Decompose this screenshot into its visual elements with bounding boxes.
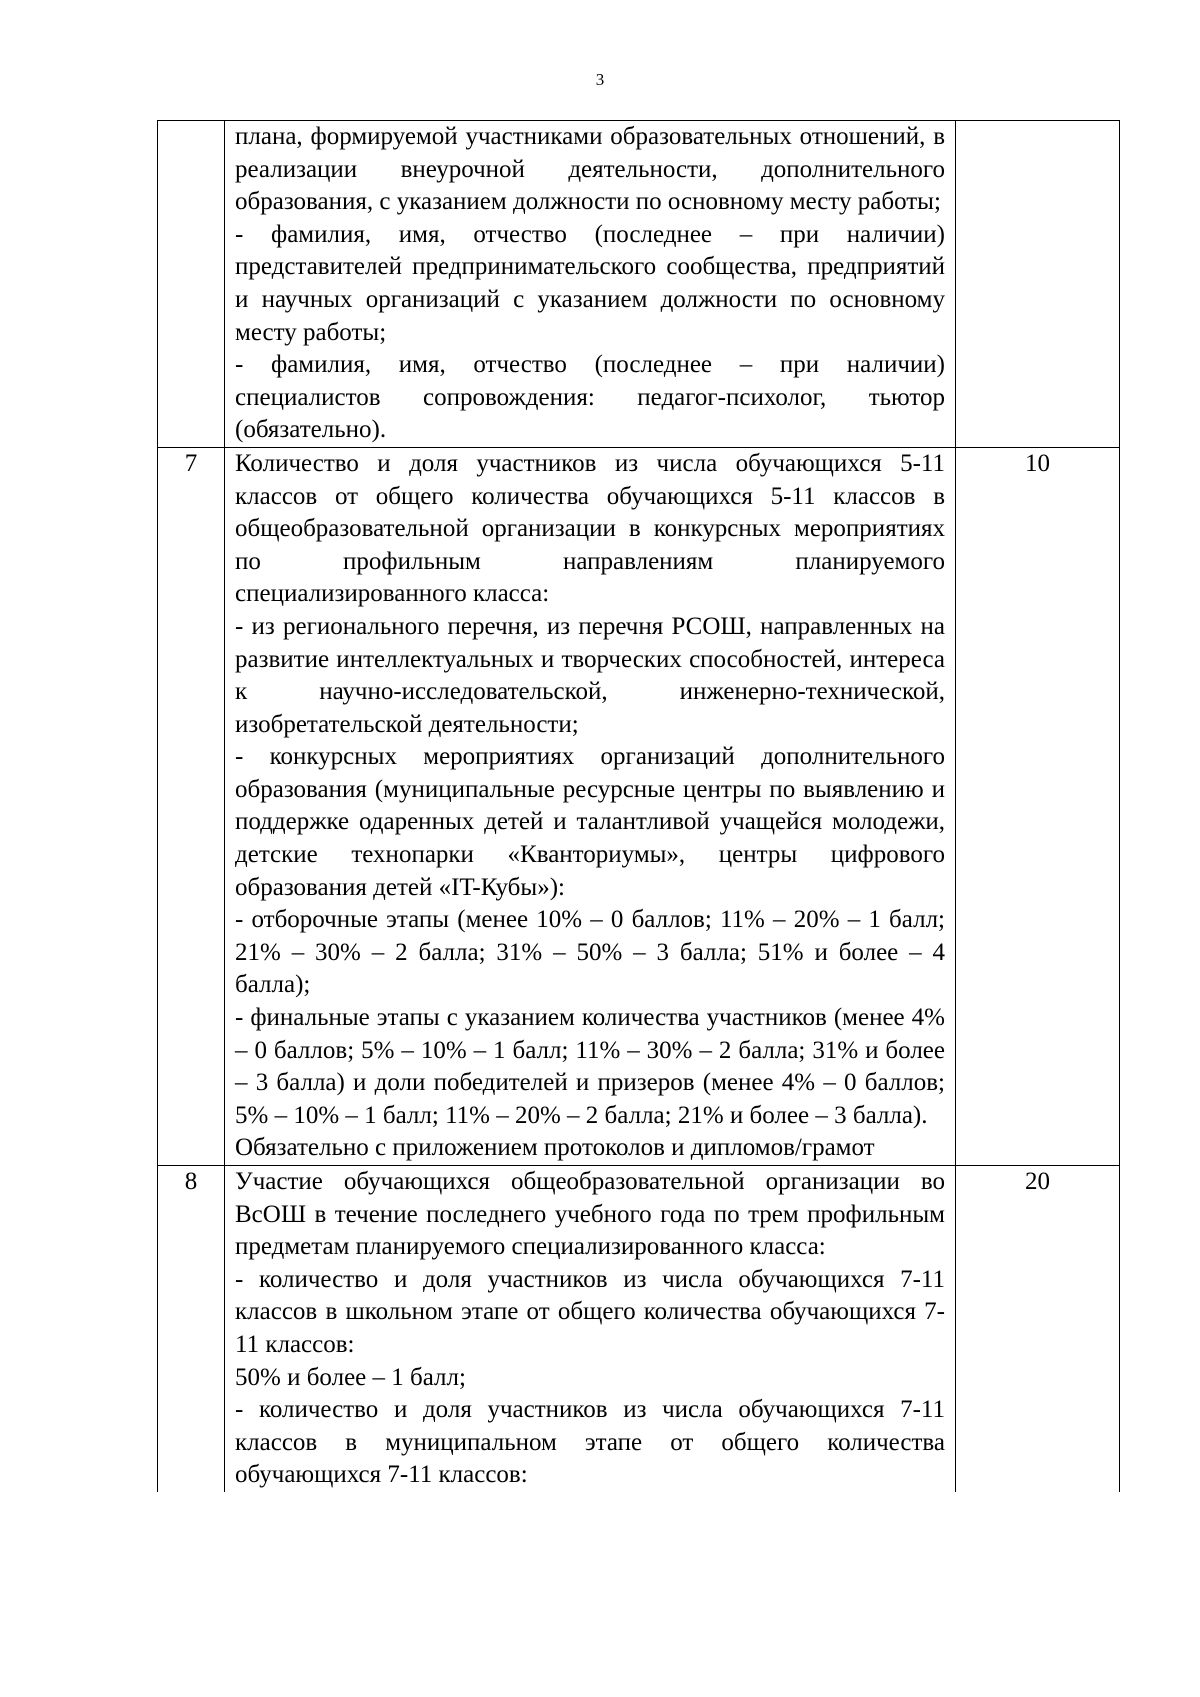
row-number-cell: 8 <box>158 1166 225 1492</box>
criterion-paragraph: - конкурсных мероприятиях организаций дополнительного образования (муниципальные ресурсные центры по выявлению и поддержке одаренных детей и талантливой учащейся молодежи, детские технопарки «Кванториумы», центры цифрового образования детей «IT-Кубы»): <box>235 743 945 901</box>
criterion-paragraph: Участие обучающихся общеобразовательной организации во ВсОШ в течение последнего учебного года по трем профильным предметам планируемого специализированного класса: <box>235 1168 945 1261</box>
criterion-paragraph: - фамилия, имя, отчество (последнее – при наличии) представителей предпринимательского сообщества, предприятий и научных организаций с указанием должности по основному месту работы; <box>235 220 945 346</box>
table-row <box>158 447 1120 1165</box>
criteria-table <box>157 120 1120 1492</box>
criterion-paragraph: Количество и доля участников из числа обучающихся 5-11 классов от общего количества обучающихся 5-11 классов в общеобразовательной организации в конкурсных мероприятиях по профильным направлениям планируемого специализированного класса: <box>235 449 945 608</box>
criterion-paragraph: - количество и доля участников из числа обучающихся 7-11 классов в школьном этапе от общего количества обучающихся 7-11 классов: <box>235 1265 945 1358</box>
page-number: 3 <box>595 70 605 89</box>
max-score-cell: 10 <box>956 447 1120 1165</box>
criterion-paragraph: - количество и доля участников из числа обучающихся 7-11 классов в муниципальном этапе от общего количества обучающихся 7-11 классов: <box>235 1396 945 1489</box>
criterion-paragraph: 50% и более – 1 балл; <box>235 1363 466 1391</box>
table-row <box>158 1166 1120 1492</box>
criterion-paragraph: - финальные этапы с указанием количества участников (менее 4% – 0 баллов; 5% – 10% – 1 балл; 11% – 30% – 2 балла; 31% и более – 3 балла) и доли победителей и призеров (менее 4% – 0 баллов; 5% – 10% – 1 балл; 11% – 20% – 2 балла; 21% и более – 3 балла). <box>235 1004 945 1129</box>
criterion-paragraph: плана, формируемой участниками образовательных отношений, в реализации внеурочной деятельности, дополнительного образования, с указанием должности по основному месту работы; <box>235 123 945 216</box>
criterion-paragraph: - фамилия, имя, отчество (последнее – при наличии) специалистов сопровождения: педагог-психолог, тьютор (обязательно). <box>235 351 945 444</box>
criterion-text-cell <box>225 121 956 448</box>
criterion-paragraph: - из регионального перечня, из перечня РСОШ, направленных на развитие интеллектуальных и творческих способностей, интереса к научно-исследовательской, инженерно-технической, изобретательской деятельности; <box>235 612 945 738</box>
table-row <box>158 121 1120 448</box>
max-score-cell: 20 <box>956 1166 1120 1492</box>
row-number-cell <box>158 121 225 448</box>
criterion-text-cell <box>225 1166 956 1492</box>
max-score-cell <box>956 121 1120 448</box>
criterion-text-cell <box>225 447 956 1165</box>
row-number-cell: 7 <box>158 447 225 1165</box>
criterion-paragraph: - отборочные этапы (менее 10% – 0 баллов; 11% – 20% – 1 балл; 21% – 30% – 2 балла; 31% – 50% – 3 балла; 51% и более – 4 балла); <box>235 906 945 999</box>
criterion-paragraph: Обязательно с приложением протоколов и дипломов/грамот <box>235 1134 875 1162</box>
